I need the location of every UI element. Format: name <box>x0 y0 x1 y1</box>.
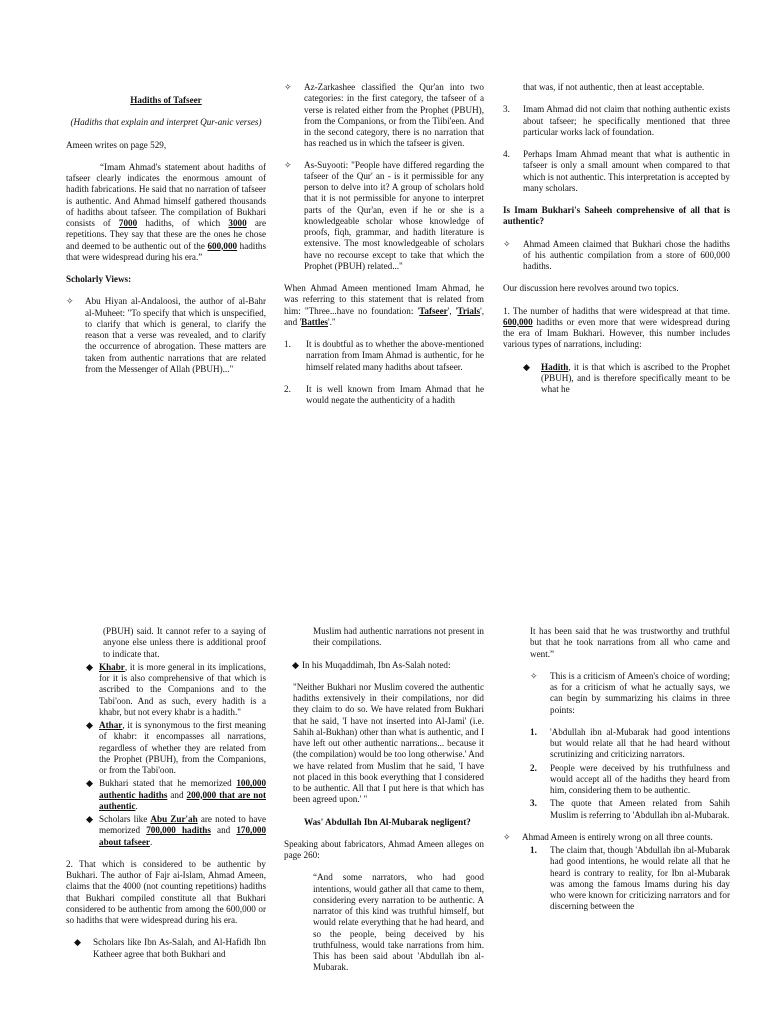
continued-text: that was, if not authentic, then at least acceptable. <box>523 82 705 92</box>
numbered-item-text: Imam Ahmad did not claim that nothing authentic exists about tafseer; he specifically mentioned that three particular works lack of foundation. <box>523 104 730 137</box>
text-run: are repetitions. They say that these are the ones he chose and deemed to be authentic out of the <box>66 218 266 251</box>
emphasis-text: Battles <box>301 316 328 327</box>
bottom-column-2 <box>284 626 484 985</box>
list-item <box>66 296 266 375</box>
list-item <box>503 832 730 843</box>
item-number: 3. <box>530 798 537 809</box>
item-number: 1. <box>284 339 291 349</box>
item-number: 1. <box>530 726 537 737</box>
diamond-item-text: Scholars like Ibn As-Salah, and Al-Hafidh Ibn Katheer agree that both Bukhari and <box>93 937 266 959</box>
diamond-item <box>66 937 266 960</box>
bottom-column-1 <box>66 626 266 971</box>
emphasis-text: 100,000 authentic hadiths <box>99 778 266 800</box>
scholarly-views-heading: Scholarly Views: <box>66 274 132 284</box>
text-run: When Ahmad Ameen mentioned Imam Ahmad, he was referring to this statement that is related from him: "Three...have no foundation: ' <box>284 283 484 316</box>
numbered-item-text: It is doubtful as to whether the above-mentioned narration from Imam Ahmad is authentic, for he himself related many hadiths about tafseer. <box>306 339 484 372</box>
item-number: 1. <box>530 845 537 855</box>
emphasis-text: 600,000 <box>503 316 533 327</box>
top-column-2 <box>284 82 484 417</box>
list-item-text: Ahmad Ameen is entirely wrong on all three counts. <box>522 831 713 842</box>
emphasis-text: Tafseer <box>419 305 448 316</box>
continued-text: (PBUH) said. It cannot refer to a saying of anyone else unless there is additional proof to indicate that. <box>103 626 266 659</box>
text-run: and <box>210 825 237 836</box>
diamond-bullet-icon: ◆ <box>292 659 300 670</box>
numbered-item <box>503 845 730 913</box>
list-item <box>503 239 730 273</box>
diamond-item <box>503 362 730 396</box>
body-paragraph: Speaking about fabricators, Ahmad Ameen alleges on page 260: <box>284 838 484 860</box>
text-run: Bukhari stated that he memorized <box>99 778 237 789</box>
star-bullet-icon: ✧ <box>284 159 292 170</box>
text-run: and <box>167 789 187 800</box>
diamond-bullet-icon: ◆ <box>74 937 82 948</box>
emphasis-text: 600,000 <box>207 240 238 251</box>
emphasis-text: 3000 <box>228 218 247 228</box>
numbered-item <box>503 763 730 797</box>
diamond-bullet-icon: ◆ <box>523 361 531 372</box>
bukhari-heading: Is Imam Bukhari's Saheeh comprehensive of all that is authentic? <box>503 205 730 227</box>
text-run: hadiths that were widespread during his era.” <box>66 240 266 262</box>
text-run: Scholars like <box>99 814 151 824</box>
numbered-item <box>284 339 484 373</box>
emphasis-text: 170,000 about tafseer <box>99 825 266 847</box>
diamond-item-text <box>99 662 266 717</box>
numbered-item-text: 'Abdullah ibn al-Mubarak had good intentions but would relate all that he had heard without scrutinizing and criticizing narrators. <box>550 726 730 760</box>
star-bullet-icon: ✧ <box>284 82 292 92</box>
text-run: hadiths, of which <box>137 218 229 228</box>
list-item <box>284 160 484 273</box>
diamond-item-text <box>99 720 266 775</box>
top-column-1 <box>66 95 266 386</box>
numbered-item-text: It is well known from Imam Ahmad that he would negate the authenticity of a hadith <box>306 383 484 405</box>
list-item-text: Ahmad Ameen claimed that Bukhari chose the hadiths of his authentic compilation from a store of 600,000 hadiths. <box>523 238 730 271</box>
list-item-text: This is a criticism of Ameen's choice of wording; as for a criticism of what he actually says, we can begin by summarizing his claims in three points: <box>550 670 730 715</box>
list-item-text: Az-Zarkashee classified the Qur'an into two categories: in the first category, the tafseer of a verse is related either from the Prophet (PBUH), from the Companions, or from the Tiibi'een. And in the second category, there is no narration that has reached us in which the tafseer is given. <box>304 82 484 149</box>
text-run: are noted to have memorized <box>99 814 267 836</box>
section-subtitle: (Hadiths that explain and interpret Qur-anic verses) <box>70 117 262 128</box>
text-run: . <box>135 800 138 811</box>
emphasis-text: 200,000 that are not authentic <box>99 789 266 811</box>
text-run: 1. The number of hadiths that were widespread at that time. <box>503 305 730 316</box>
emphasis-text: Hadith <box>541 361 569 372</box>
text-run: ', and ' <box>284 305 484 327</box>
star-bullet-icon: ✧ <box>503 238 511 249</box>
emphasis-text: 7000 <box>118 218 138 228</box>
numbered-item <box>284 384 484 407</box>
intro-line: Ameen writes on page 529, <box>66 139 167 150</box>
diamond-item-text <box>99 814 266 847</box>
muqaddimah-quote: "Neither Bukhari nor Muslim covered the authentic hadiths extensively in their compilations, nor did they claim to do so. We have related from Bukhari that he said, 'I have not inserted into Al-Jami' (i.e. Sahih al-Bukhan) other than what is authentic, and I have left out other authentic narrations... because it (the compilation) would be too long otherwise.' And we have related from Muslim that he said, 'I have not placed in this book everything that I considered to be authentic. All that I put here is that which has been agreed upon.' " <box>293 681 484 805</box>
body-paragraph <box>503 306 730 351</box>
numbered-item <box>503 727 730 761</box>
body-paragraph <box>284 283 484 328</box>
ameen-quote <box>66 162 266 263</box>
emphasis-text: Khabr <box>99 661 125 672</box>
diamond-item <box>284 660 484 671</box>
text-run: . <box>149 836 153 847</box>
item-number: 3. <box>503 104 510 115</box>
list-item <box>284 82 484 150</box>
star-bullet-icon: ✧ <box>503 831 511 842</box>
star-bullet-icon: ✧ <box>66 296 74 307</box>
diamond-item-text <box>541 362 730 395</box>
numbered-item <box>503 798 730 821</box>
text-run: '." <box>327 316 336 327</box>
body-paragraph: 2. That which is considered to be authentic by Bukhari. The author of Fajr ai-Islam, Ahmad Ameen, claims that the 4000 (not counting repetitions) hadiths that Bukhari compiled constitute all that Bukhari considered to be authentic from among the 600,000 or so hadiths that were widespread during his era. <box>66 858 266 925</box>
emphasis-text: 700,000 hadiths <box>146 825 211 836</box>
diamond-item <box>66 778 266 812</box>
diamond-item-text: In his Muqaddimah, Ibn As-Salah noted: <box>302 659 451 670</box>
diamond-bullet-icon: ◆ <box>86 778 94 789</box>
diamond-item <box>66 720 266 776</box>
numbered-item <box>503 104 730 138</box>
body-paragraph: Our discussion here revolves around two topics. <box>503 283 679 294</box>
numbered-item-text: The claim that, though 'Abdullah ibn al-Mubarak had good intentions, he would relate all that he heard is contrary to reality, for Ibn al-Mubarak was among the famous Imams during his day who were known for criticizing narrators and for discerning between the <box>550 845 730 912</box>
diamond-item <box>66 814 266 848</box>
item-number: 2. <box>284 383 291 394</box>
text-run: , it is more general in its implications, for it is also comprehensive of that which is ascribed to the Companions and to the Tabi'oon. And as such, every hadith is a khabr, but not every khabr is a hadith." <box>99 661 266 717</box>
list-item-text: Abu Hiyan al-Andaloosi, the author of al-Bahr al-Muheet: "To specify that which is unspecified, to clarify that which is general, to clarify the reason that a verse was revealed, and to clarify the occurrence of abrogation. These matters are taken from authentic narrations that are related from the Messenger of Allah (PBUH)..." <box>85 296 266 374</box>
diamond-bullet-icon: ◆ <box>86 814 94 824</box>
item-number: 2. <box>530 762 537 773</box>
text-run: ', ' <box>447 305 458 316</box>
text-run: “Imam Ahmad's statement about hadiths of tafseer clearly indicates the enormous amount of hadith fabrications. He said that no narration of tafseer is authentic. And Ahmad himself gathered thousands of hadiths about tafseer. The compilation of Bukhari consists of <box>66 161 266 228</box>
top-column-3 <box>503 82 730 406</box>
item-number: 4. <box>503 149 510 159</box>
numbered-item-text: People were deceived by his truthfulness and would accept all of the hadiths they heard from him, considering them to be authentic. <box>550 762 730 795</box>
emphasis-text: Trials <box>457 305 481 316</box>
list-item <box>503 671 730 716</box>
numbered-item <box>503 149 730 194</box>
numbered-item-text: The quote that Ameen related from Sahih Muslim is referring to 'Abdullah ibn al-Mubarak. <box>550 798 730 820</box>
emphasis-text: Athar <box>99 720 123 730</box>
mubarak-heading: Was' Abdullah Ibn Al-Mubarak negligent? <box>304 816 471 827</box>
diamond-item <box>66 662 266 718</box>
bottom-column-3 <box>503 626 730 924</box>
fabricators-quote: “And some narrators, who had good intentions, would gather all that came to them, considering every narration to be authentic. A narrator of this kind was truthful himself, but would relate everything that he had heard, and so the people, being deceived by his truthfulness, would take narrations from him. This has been said about 'Abdullah ibn al-Mubarak. <box>313 872 484 973</box>
diamond-item-text <box>99 778 266 811</box>
text-run: , it is that which is ascribed to the Prophet (PBUH), and is therefore specifically meant to be what he <box>541 361 730 394</box>
continued-text: It has been said that he was trustworthy and truthful but that he took narrations from all who came and went.” <box>530 626 730 659</box>
diamond-bullet-icon: ◆ <box>86 661 94 672</box>
text-run: hadiths or even more that were widespread during the era of Imam Bukhari. However, this number includes various types of narrations, including: <box>503 316 730 350</box>
emphasis-text: Abu Zur'ah <box>150 814 198 824</box>
text-run: , it is synonymous to the first meaning of khabr: it encompasses all narrations, regardless of whether they are related from the Prophet (PBUH), from the Companions, or from the Tabi'oon. <box>99 720 266 775</box>
star-bullet-icon: ✧ <box>530 670 538 681</box>
diamond-bullet-icon: ◆ <box>86 720 94 730</box>
numbered-item-text: Perhaps Imam Ahmad meant that what is authentic in tafseer is only a small amount when compared to that which is not authentic. This interpretation is accepted by many scholars. <box>523 149 730 193</box>
continued-text: Muslim had authentic narrations not present in their compilations. <box>313 626 484 648</box>
list-item-text: As-Suyooti: "People have differed regarding the tafseer of the Qur' an - is it permissible for any person to delve into it? A group of scholars hold that it is not permissible for anyone to interpret parts of the Qur'an, even if he or she is a knowledgeable scholar whose knowledge of proofs, fiqh, grammar, and hadith literature is extensive. The most knowledgeable of scholars have no recourse except to take that which the Prophet (PBUH) related..." <box>304 159 484 271</box>
section-title: Hadiths of Tafseer <box>130 95 202 105</box>
